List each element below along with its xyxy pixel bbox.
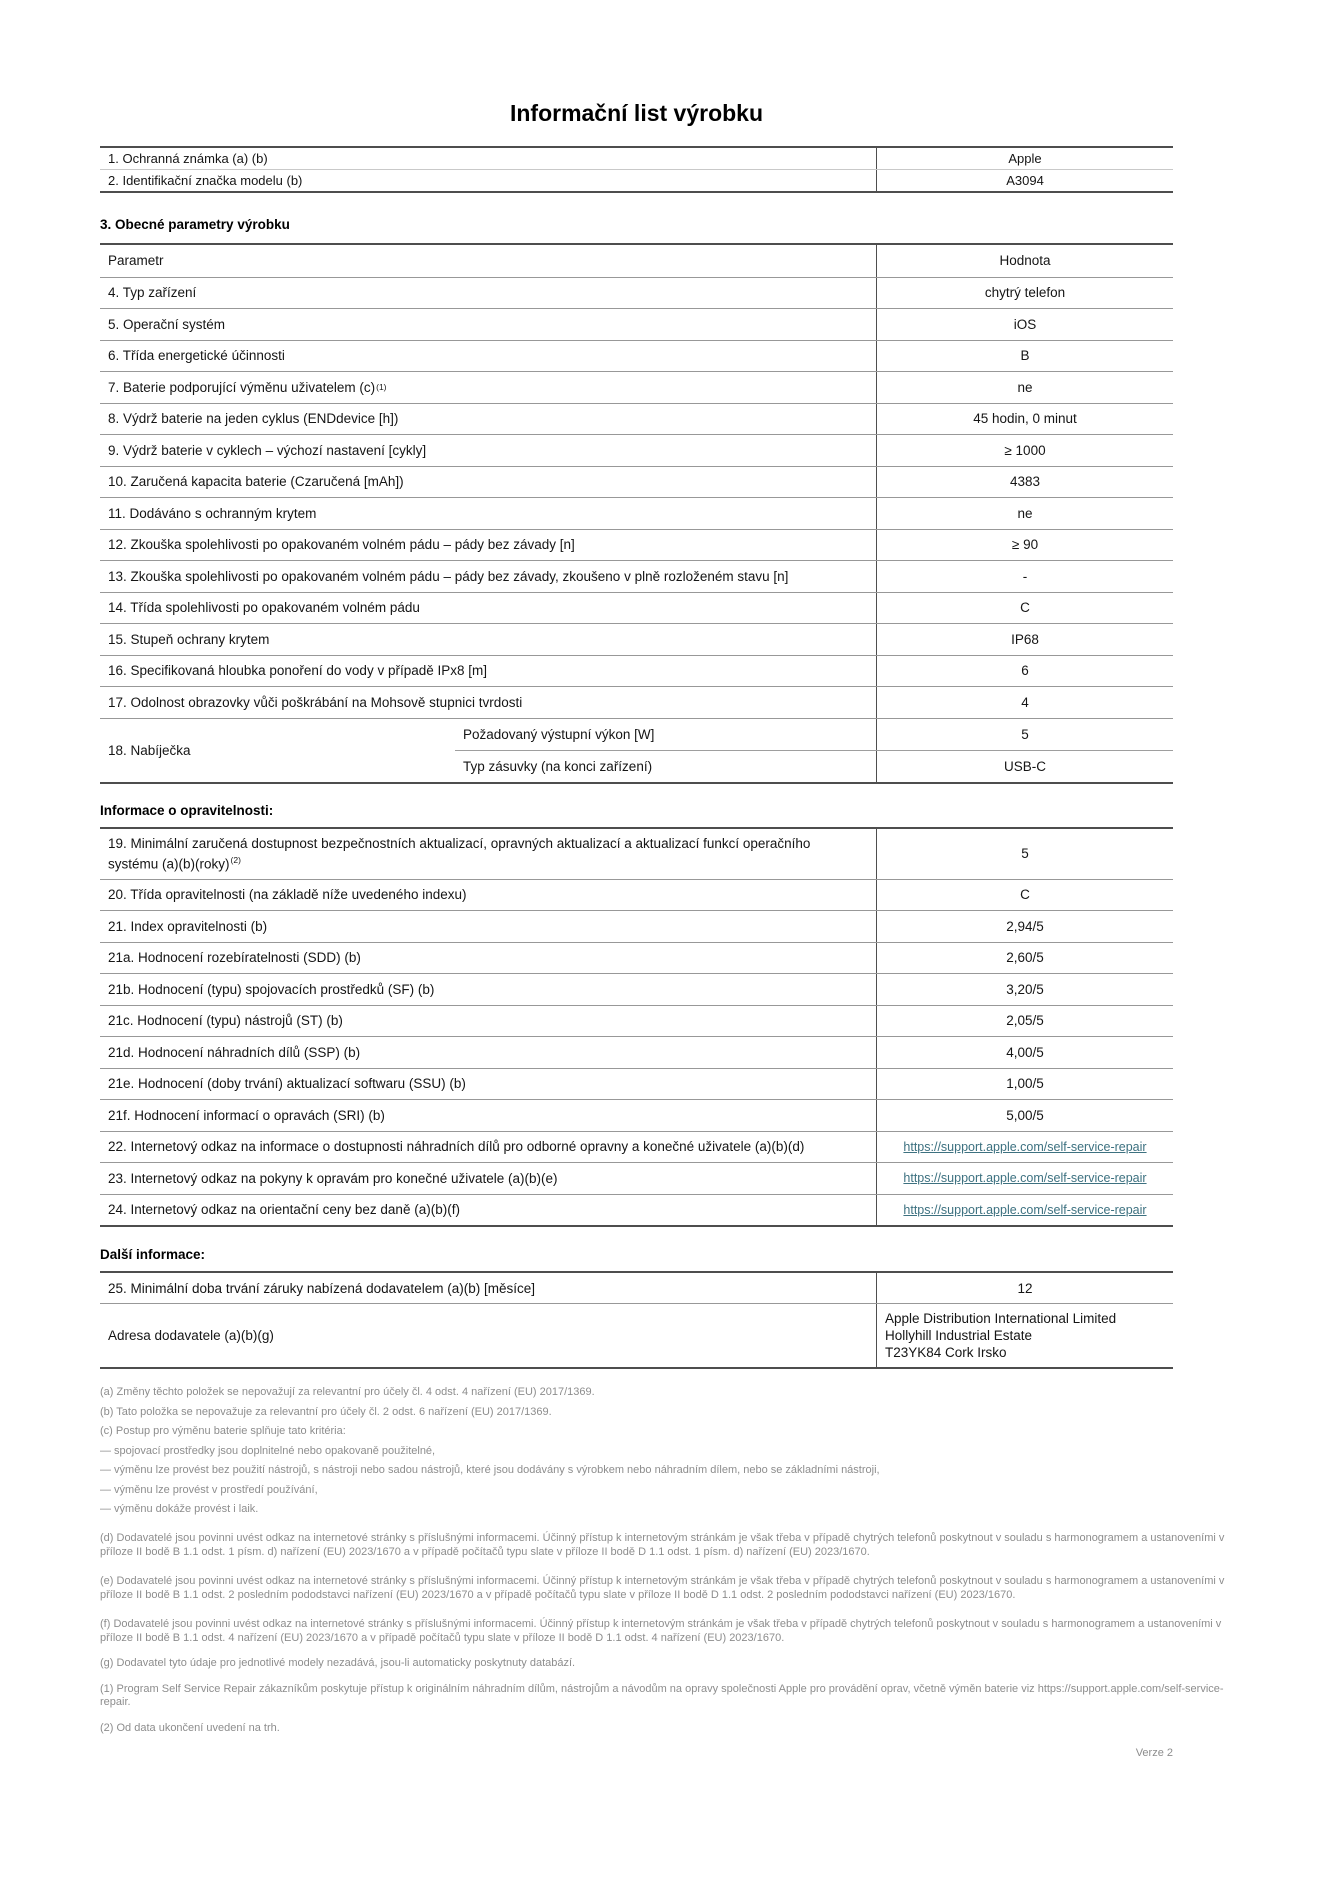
param-label: 2. Identifikační značka modelu (b) [108,173,303,188]
value-cell: 5 [876,719,1173,751]
param-label: 18. Nabíječka [108,742,191,758]
param-label: 21c. Hodnocení (typu) nástrojů (ST) (b) [108,1013,343,1029]
table-row [100,1036,1173,1068]
table-row [100,623,1173,655]
value-cell: B [876,341,1173,372]
page-title: Informační list výrobku [509,100,764,126]
param-label: 20. Třída opravitelnosti (na základě níže uvedeného indexu) [108,887,467,903]
value-cell: 4,00/5 [876,1037,1173,1068]
param-label-text: 19. Minimální zaručená dostupnost bezpečnostních aktualizací, opravných aktualizací a aktualizací funkcí operačního systému (a)(b)(roky)$^{(2)}$ [108,835,811,872]
value-cell: 12 [876,1273,1173,1303]
param-label: 21e. Hodnocení (doby trvání) aktualizací softwaru (SSU) (b) [108,1076,466,1092]
column-header-value: Hodnota [876,245,1173,277]
further-information-table [100,1271,1173,1369]
table-row [100,529,1173,561]
section-heading-general: 3. Obecné parametry výrobku [100,217,290,232]
section-heading-further-info: Další informace: [100,1247,206,1262]
table-row [100,403,1173,435]
footnote-line: — spojovací prostředky jsou doplnitelné nebo opakovaně použitelné, [100,1444,436,1457]
param-label: 23. Internetový odkaz na pokyny k opravám pro konečné uživatele (a)(b)(e) [108,1170,558,1186]
repairability-table [100,827,1173,1228]
table-row [100,829,1173,879]
value-cell: 45 hodin, 0 minut [876,404,1173,435]
charger-subrow [455,750,1173,782]
address-line: Hollyhill Industrial Estate [885,1328,1033,1343]
table-row [100,1068,1173,1100]
sub-param-label: Požadovaný výstupní výkon [W] [463,726,655,742]
repair-instructions-link[interactable]: https://support.apple.com/self-service-repair [903,1171,1147,1186]
param-label: 14. Třída spolehlivosti po opakovaném volném pádu [108,600,420,616]
param-label: 8. Výdrž baterie na jeden cyklus (ENDdevice [h]) [108,411,399,427]
table-row [100,879,1173,911]
value-cell: IP68 [876,624,1173,655]
value-cell [876,1195,1173,1226]
spare-parts-availability-link[interactable]: https://support.apple.com/self-service-repair [903,1139,1147,1154]
table-row [100,655,1173,687]
address-line: Apple Distribution International Limited [885,1311,1117,1326]
table-row [100,371,1173,403]
param-label: 24. Internetový odkaz na orientační ceny bez daně (a)(b)(f) [108,1202,460,1218]
table-row [100,497,1173,529]
param-label: 11. Dodáváno s ochranným krytem [108,505,317,521]
param-label: 21. Index opravitelnosti (b) [108,918,268,934]
table-row [100,1162,1173,1194]
footnote-superscript: (1) [376,382,387,393]
address-line: T23YK84 Cork Irsko [885,1345,1007,1360]
value-cell: USB-C [876,751,1173,782]
value-cell: 2,05/5 [876,1006,1173,1037]
param-label: 13. Zkouška spolehlivosti po opakovaném volném pádu – pády bez závady, zkoušeno v plně rozloženém stavu [n] [108,568,789,584]
param-label [100,829,876,879]
table-row [100,1131,1173,1163]
param-label: 5. Operační systém [108,316,226,332]
indicative-prices-link[interactable]: https://support.apple.com/self-service-repair [903,1202,1147,1217]
param-label: 6. Třída energetické účinnosti [108,348,285,364]
value-cell: 6 [876,656,1173,687]
value-cell: 5 [876,829,1173,879]
value-cell: ne [876,372,1173,403]
value-cell: Apple [876,148,1173,169]
param-label [100,372,876,403]
table-row [100,686,1173,718]
table-row [100,308,1173,340]
table-row [100,466,1173,498]
footnote-superscript: (2) [230,854,241,865]
footnotes [100,1386,1250,1735]
table-row [100,592,1173,624]
table-row [100,277,1173,309]
param-label: 1. Ochranná známka (a) (b) [108,151,268,166]
param-label: 21a. Hodnocení rozebíratelnosti (SDD) (b) [108,950,361,966]
identification-table [100,146,1173,193]
table-row [100,560,1173,592]
sub-param-label: Typ zásuvky (na konci zařízení) [463,758,653,774]
table-row [100,169,1173,191]
param-label: 21f. Hodnocení informací o opravách (SRI) (b) [108,1107,385,1123]
supplier-address-row [100,1303,1173,1367]
value-cell: - [876,561,1173,592]
value-cell: C [876,880,1173,911]
param-label: 21d. Hodnocení náhradních dílů (SSP) (b) [108,1044,361,1060]
column-header-param: Parametr [108,253,164,269]
value-cell [876,1163,1173,1194]
footnote-paragraph: (e) Dodavatelé jsou povinni uvést odkaz na internetové stránky s příslušnými informacemi. Účinný přístup k internetovým stránkám je však třeba v případě chytrých telefonů poskytnout v souladu s harmonogramem a ustanoveními v příloze II bodě B 1.1 odst. 2 posledním pododstavci nařízení (EU) 2023/1670 a v případě počítačů typu slate v příloze II bodě D 1.1 odst. 2 posledním pododstavci nařízení (EU) 2023/1670. [100,1575,1225,1601]
value-cell: 1,00/5 [876,1069,1173,1100]
footnote-line: — výměnu lze provést v prostředí používání, [100,1483,318,1496]
supplier-address-cell [876,1304,1173,1367]
value-cell: C [876,593,1173,624]
value-cell: 5,00/5 [876,1100,1173,1131]
table-row [100,973,1173,1005]
table-row [100,1273,1173,1303]
table-row [100,910,1173,942]
param-label: 21b. Hodnocení (typu) spojovacích prostředků (SF) (b) [108,981,435,997]
value-cell: A3094 [876,170,1173,191]
footnote-line: (1) Program Self Service Repair zákazníkům poskytuje přístup k originálním náhradním dílům, nástrojům a návodům na opravy společnosti Apple pro provádění oprav, včetně výměn baterie viz https://support.apple.com/self-service-repair. [100,1682,1224,1708]
param-label: 22. Internetový odkaz na informace o dostupnosti náhradních dílů pro odborné opravny a konečné uživatele (a)(b)(d) [108,1139,805,1155]
table-row [100,1005,1173,1037]
table-row [100,1194,1173,1226]
footnote-line: (2) Od data ukončení uvedení na trh. [100,1721,280,1734]
footnote-paragraph: (d) Dodavatelé jsou povinni uvést odkaz na internetové stránky s příslušnými informacemi. Účinný přístup k internetovým stránkám je však třeba v případě chytrých telefonů poskytnout v souladu s harmonogramem a ustanoveními v příloze II bodě B 1.1 odst. 1 písm. d) nařízení (EU) 2023/1670 a v případě počítačů typu slate v příloze II bodě D 1.1 odst. 1 písm. d) nařízení (EU) 2023/1670. [100,1532,1225,1558]
footnote-paragraph: (f) Dodavatelé jsou povinni uvést odkaz na internetové stránky s příslušnými informacemi. Účinný přístup k internetovým stránkám je však třeba v případě chytrých telefonů poskytnout v souladu s harmonogramem a ustanoveními v příloze II bodě B 1.1 odst. 4 nařízení (EU) 2023/1670 a v případě počítačů typu slate v příloze II bodě D 1.1 odst. 4 nařízení (EU) 2023/1670. [100,1618,1222,1644]
section-heading-repairability: Informace o opravitelnosti: [100,802,274,818]
footnote-line: — výměnu dokáže provést i laik. [100,1503,259,1515]
param-label: 10. Zaručená kapacita baterie (Czaručená [mAh]) [108,474,404,490]
value-cell [876,1132,1173,1163]
param-label: 4. Typ zařízení [108,285,197,301]
version-label: Verze 2 [1135,1747,1173,1759]
value-cell: 4383 [876,467,1173,498]
value-cell: iOS [876,309,1173,340]
footnote-line: (g) Dodavatel tyto údaje pro jednotlivé modely nezadává, jsou-li automaticky poskytnuty databází. [100,1657,576,1669]
table-row [100,148,1173,169]
footnote-line: (a) Změny těchto položek se nepovažují za relevantní pro účely čl. 4 odst. 4 nařízení (EU) 2017/1369. [100,1386,595,1398]
param-label: 16. Specifikovaná hloubka ponoření do vody v případě IPx8 [m] [108,663,487,679]
param-label: 17. Odolnost obrazovky vůči poškrábání na Mohsově stupnici tvrdosti [108,694,523,710]
value-cell: 2,94/5 [876,911,1173,942]
param-label: Adresa dodavatele (a)(b)(g) [108,1328,274,1343]
param-label-text: 7. Baterie podporující výměnu uživatelem (c) [108,379,376,395]
footnote-line: (c) Postup pro výměnu baterie splňuje tato kritéria: [100,1425,346,1437]
param-label: 25. Minimální doba trvání záruky nabízená dodavatelem (a)(b) [měsíce] [108,1280,535,1296]
value-cell: 2,60/5 [876,943,1173,974]
general-parameters-table [100,243,1173,784]
value-cell: 3,20/5 [876,974,1173,1005]
param-label: 12. Zkouška spolehlivosti po opakovaném volném pádu – pády bez závady [n] [108,537,575,553]
footnote-line: — výměnu lze provést bez použití nástrojů, s nástroji nebo sadou nástrojů, které jsou dodávány s výrobkem nebo náhradním dílem, nebo se základními nástroji, [100,1464,880,1476]
value-cell: ne [876,498,1173,529]
value-cell: ≥ 1000 [876,435,1173,466]
footnote-line: (b) Tato položka se nepovažuje za relevantní pro účely čl. 2 odst. 6 nařízení (EU) 2017/1369. [100,1405,552,1418]
value-cell: chytrý telefon [876,278,1173,309]
table-row [100,340,1173,372]
param-label: 15. Stupeň ochrany krytem [108,631,270,647]
table-row [100,434,1173,466]
table-row [100,942,1173,974]
value-cell: 4 [876,687,1173,718]
table-row [100,1099,1173,1131]
table-header-row [100,245,1173,277]
charger-row [100,718,1173,782]
param-label: 9. Výdrž baterie v cyklech – výchozí nastavení [cykly] [108,442,427,458]
value-cell: ≥ 90 [876,530,1173,561]
charger-subrow [455,719,1173,751]
